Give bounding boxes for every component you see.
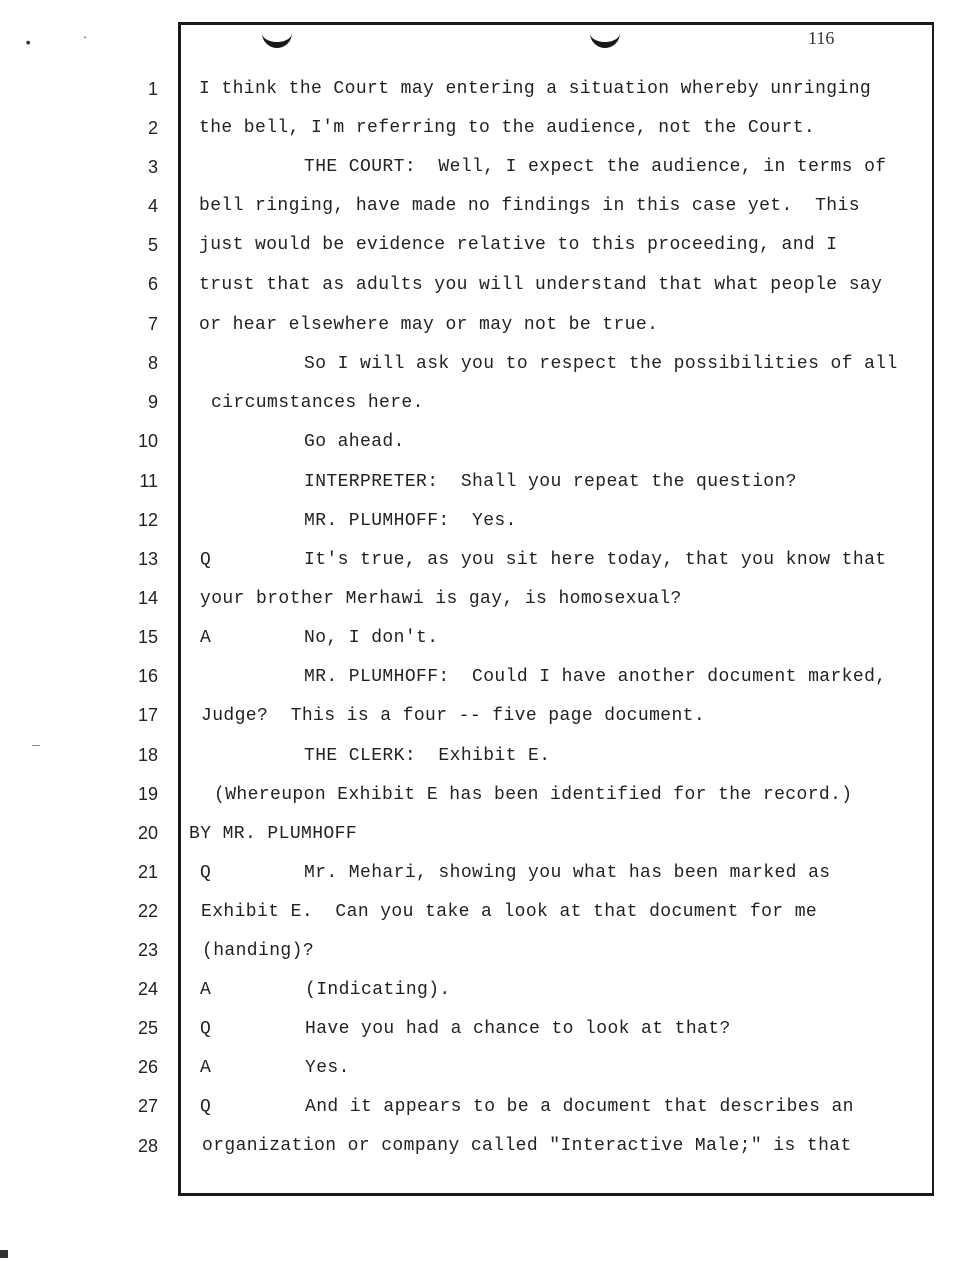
- line-number: 9: [147, 392, 158, 412]
- transcript-line: trust that as adults you will understand that what people say: [199, 275, 883, 295]
- scan-edge-mark: [0, 1250, 8, 1258]
- transcript-line: your brother Merhawi is gay, is homosexual?: [200, 589, 682, 609]
- line-number: 19: [137, 784, 158, 804]
- line-number: 1: [147, 79, 158, 99]
- line-number: 26: [137, 1057, 158, 1077]
- line-number: 5: [147, 235, 158, 255]
- transcript-line: Yes.: [305, 1058, 350, 1078]
- transcript-line: Mr. Mehari, showing you what has been marked as: [304, 863, 831, 883]
- transcript-line: the bell, I'm referring to the audience, not the Court.: [199, 118, 816, 138]
- question-marker: Q: [200, 863, 211, 883]
- line-number: 28: [137, 1136, 158, 1156]
- line-number: 15: [137, 627, 158, 647]
- transcript-line: (Indicating).: [305, 980, 451, 1000]
- transcript-line: BY MR. PLUMHOFF: [189, 824, 358, 844]
- transcript-line: Exhibit E. Can you take a look at that document for me: [201, 902, 818, 922]
- transcript-line: (handing)?: [202, 941, 315, 961]
- scan-speck-marks: • ˙: [24, 36, 110, 52]
- transcript-line: THE COURT: Well, I expect the audience, in terms of: [304, 157, 887, 177]
- transcript-line: MR. PLUMHOFF: Yes.: [304, 511, 517, 531]
- transcript-line: No, I don't.: [304, 628, 439, 648]
- line-number: 24: [137, 979, 158, 999]
- line-number: 4: [147, 196, 158, 216]
- line-number: 10: [137, 431, 158, 451]
- line-number: 18: [137, 745, 158, 765]
- answer-marker: A: [200, 628, 211, 648]
- transcript-line: It's true, as you sit here today, that you know that: [304, 550, 887, 570]
- page-number: 116: [808, 28, 835, 48]
- transcript-line: INTERPRETER: Shall you repeat the question?: [304, 472, 797, 492]
- answer-marker: A: [200, 1058, 211, 1078]
- line-number: 8: [147, 353, 158, 373]
- question-marker: Q: [200, 1019, 211, 1039]
- line-number: 11: [139, 471, 158, 491]
- transcript-line: I think the Court may entering a situation whereby unringing: [199, 79, 872, 99]
- transcript-line: And it appears to be a document that describes an: [305, 1097, 854, 1117]
- line-number: 21: [137, 862, 158, 882]
- line-number: 13: [137, 549, 158, 569]
- transcript-line: Go ahead.: [304, 432, 405, 452]
- line-number: 7: [147, 314, 158, 334]
- transcript-line: (Whereupon Exhibit E has been identified for the record.): [214, 785, 853, 805]
- transcript-line: Judge? This is a four -- five page document.: [201, 706, 706, 726]
- line-number: 2: [147, 118, 158, 138]
- transcript-line: THE CLERK: Exhibit E.: [304, 746, 551, 766]
- line-number: 25: [137, 1018, 158, 1038]
- line-number: 3: [147, 157, 158, 177]
- line-number: 6: [147, 274, 158, 294]
- question-marker: Q: [200, 1097, 211, 1117]
- line-number: 23: [137, 940, 158, 960]
- line-number: 16: [137, 666, 158, 686]
- transcript-line: just would be evidence relative to this proceeding, and I: [199, 235, 838, 255]
- transcript-line: MR. PLUMHOFF: Could I have another document marked,: [304, 667, 887, 687]
- transcript-line: So I will ask you to respect the possibilities of all: [304, 354, 898, 374]
- line-number: 14: [137, 588, 158, 608]
- transcript-line: organization or company called "Interactive Male;" is that: [202, 1136, 852, 1156]
- answer-marker: A: [200, 980, 211, 1000]
- line-number: 27: [137, 1096, 158, 1116]
- line-number: 17: [137, 705, 158, 725]
- transcript-line: circumstances here.: [211, 393, 424, 413]
- question-marker: Q: [200, 550, 211, 570]
- line-number: 22: [137, 901, 158, 921]
- transcript-line: or hear elsewhere may or may not be true.: [199, 315, 659, 335]
- scan-side-mark: [32, 745, 40, 746]
- line-number: 20: [137, 823, 158, 843]
- transcript-line: bell ringing, have made no findings in this case yet. This: [199, 196, 860, 216]
- line-number: 12: [137, 510, 158, 530]
- transcript-line: Have you had a chance to look at that?: [305, 1019, 731, 1039]
